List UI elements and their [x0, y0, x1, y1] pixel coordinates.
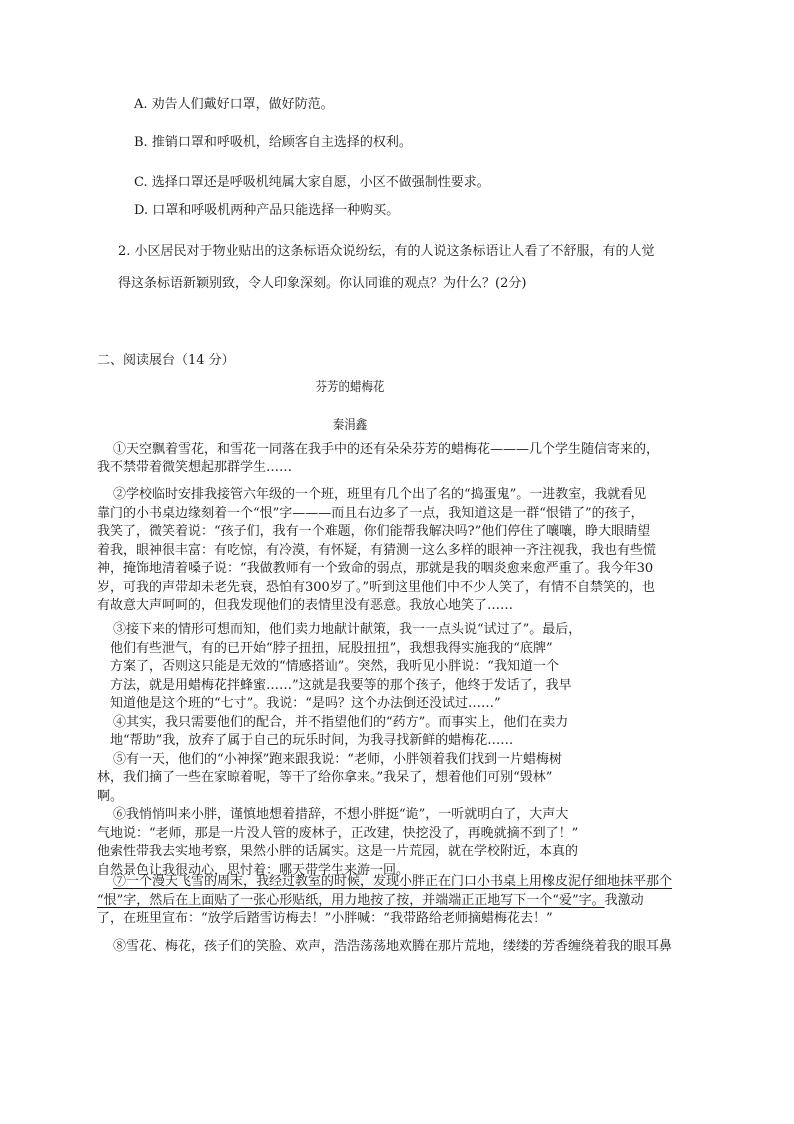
article-line-partial-underline [97, 893, 644, 909]
option-c: C. 选择口罩还是呼吸机纯属大家自愿，小区不做强制性要求。 [134, 175, 490, 190]
article-line: 我笑了，微笑着说：“孩子们，我有一个难题，你们能帮我解决吗?”他们停住了嚷嚷，睁大眼睛望 [97, 524, 651, 539]
article-line: 方案了，否则这只能是无效的“情感搭讪”。突然，我听见小胖说：“我知道一个 [110, 659, 559, 674]
option-b: B. 推销口罩和呼吸机，给顾客自主选择的权利。 [134, 135, 412, 150]
option-a: A. 劝告人们戴好口罩，做好防范。 [134, 97, 334, 112]
article-line: 方法，就是用蜡梅花拌蜂蜜……”这就是我要等的那个孩子，他终于发话了，我早 [110, 678, 572, 693]
plain-text: 我激动 [604, 893, 644, 908]
article-line: 地“帮助”我，放弃了属于自己的玩乐时间，为我寻找新鲜的蜡梅花…… [110, 733, 514, 748]
article-line: 有故意大声呵呵的，但我发现他们的表情里没有恶意。我放心地笑了…… [97, 598, 514, 613]
article-author: 秦涓鑫 [332, 418, 368, 433]
article-line: ②学校临时安排我接管六年级的一个班，班里有几个出了名的“捣蛋鬼”。一进教室，我就看见 [113, 487, 647, 502]
underlined-text: “恨”字，然后在上面贴了一张心形贴纸，用力地按了按，并端端正正地写下一个“爱”字。 [97, 893, 605, 908]
article-line: ⑥我悄悄叫来小胖，谨慎地想着措辞，不想小胖挺“诡”，一听就明白了，大声大 [113, 807, 569, 822]
article-line: 自然景色让我很动心，思忖着：哪天带学生来游一回。 [97, 863, 410, 878]
question-2-line-1: 2. 小区居民对于物业贴出的这条标语众说纷纭，有的人说这条标语让人看了不舒服，有的人觉 [118, 244, 655, 259]
article-line: ④其实，我只需要他们的配合，并不指望他们的“药方”。而事实上，他们在卖力 [113, 715, 569, 730]
article-line: 着我，眼神很丰富：有吃惊，有冷漠，有怀疑，有猜测一这么多样的眼神一齐注视我，我也有些慌 [97, 543, 657, 558]
article-line: 林，我们摘了一些在家晾着呢，等干了给你拿来。”我呆了，想着他们可别“毁林” [97, 770, 553, 785]
article-line: ①天空飘着雪花，和雪花一同落在我手中的还有朵朵芬芳的蜡梅花———几个学生随信寄来的， [113, 442, 660, 457]
article-line: 气地说：“老师，那是一片没人管的废林子，正改建，快挖没了，再晚就摘不到了！” [97, 826, 579, 841]
article-line: 岁，可我的声带却未老先衰，恐怕有300岁了。”听到这里他们中不少人笑了，有情不自禁笑的，也 [97, 580, 655, 595]
article-line: 我不禁带着微笑想起那群学生…… [97, 460, 293, 475]
article-line: 他索性带我去实地考察，果然小胖的话属实。这是一片荒园，就在学校附近，本真的 [97, 844, 579, 859]
article-line: 靠门的小书桌边缘刻着一个“恨”字———而且右边多了一点，我知道这是一群“恨错了”的孩子， [97, 506, 644, 521]
option-d: D. 口罩和呼吸机两种产品只能选择一种购买。 [134, 203, 400, 218]
article-title: 芬芳的蜡梅花 [315, 380, 385, 395]
article-line: 神，掩饰地清着嗓子说：“我做教师有一个致命的弱点，那就是我的咽炎愈来愈严重了。我今年30 [97, 561, 654, 576]
article-line: ⑤有一天，他们的“小神探”跑来跟我说：“老师，小胖领着我们找到一片蜡梅树 [113, 752, 562, 767]
article-line: 他们有些泄气，有的已开始“脖子扭扭，屁股扭扭”，我想我得实施我的“底牌” [110, 641, 553, 656]
question-2-line-2: 得这条标语新颖别致，令人印象深刻。你认同谁的观点？为什么？(2分) [118, 276, 527, 291]
section-heading: 二、阅读展台（14 分） [97, 353, 235, 368]
article-line: ⑧雪花、梅花，孩子们的笑脸、欢声，浩浩荡荡地欢腾在那片荒地，缕缕的芳香缠绕着我的眼耳鼻 [113, 939, 673, 954]
article-line: 了，在班里宣布：“放学后踏雪访梅去！”小胖喊：“我带路给老师摘蜡梅花去！” [97, 911, 553, 926]
article-line: 知道他是这个班的“七寸”。我说：“是吗？这个办法倒还没试过……” [110, 696, 501, 711]
article-line-underlined: ⑦一个漫天飞雪的周末，我经过教室的时候，发现小胖正在门口小书桌上用橡皮泥仔细地抹平那个 [113, 874, 673, 889]
article-line: 啊。 [97, 789, 124, 804]
article-line: ③接下来的情形可想而知，他们卖力地献计献策，我一一点头说“试过了”。最后， [113, 622, 582, 637]
